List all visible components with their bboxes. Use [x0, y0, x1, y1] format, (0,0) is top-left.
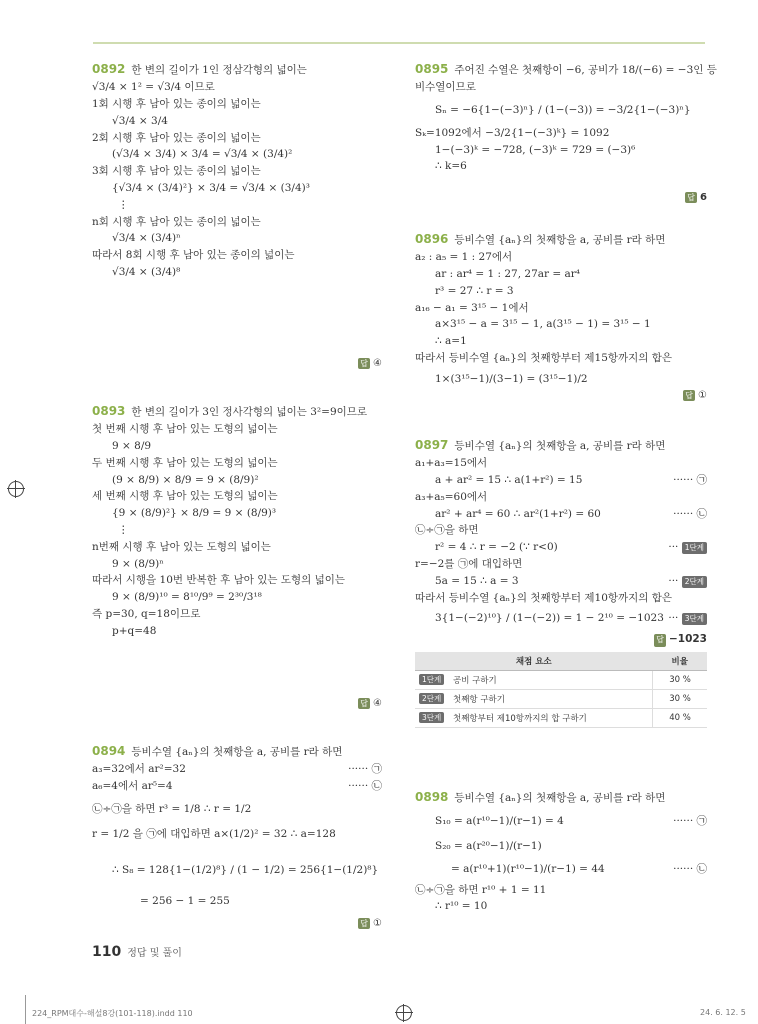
- problem-number: 0896: [415, 232, 449, 246]
- table-row: 1단계 공비 구하기 30 %: [415, 670, 707, 689]
- problem-number: 0895: [415, 62, 449, 76]
- problem-0892: 0892 한 변의 길이가 1인 정삼각형의 넓이는 √3/4 × 1² = √3/4 이므로 1회 시행 후 남아 있는 종이의 넓이는 √3/4 × 3/4 2회 시행 후 남아 있는 종이의 넓이는 (√3/4 × 3/4) × 3/4 = √3/4 × (3/4)² 3회 시행 후 남아 있는 종이의 넓이는 {√3/4 × (3/4)²} × 3/4 = √3/4 × (3/4)³ ⋮ n회 시행 후 남아 있는 종이의 넓이는 √3/4 × (3/4)ⁿ 따라서 8회 시행 후 남아 있는 종이의 넓이는 √3/4 × (3/4)⁸ 답 ④: [92, 62, 382, 369]
- step-badge: 2단계: [682, 576, 707, 588]
- footer-label: 정답 및 풀이: [127, 948, 182, 959]
- answer-badge: 답 ④: [360, 358, 382, 369]
- problem-0896: 0896 등비수열 {aₙ}의 첫째항을 a, 공비를 r라 하면 a₂ : a₅ = 1 : 27에서 ar : ar⁴ = 1 : 27, 27ar = ar⁴ r³ = 27 ∴ r = 3 a₁₆ − a₁ = 3¹⁵ − 1에서 a×3¹⁵ − a = 3¹⁵ − 1, a(3¹⁵ − 1) = 3¹⁵ − 1 ∴ a=1 따라서 등비수열 {aₙ}의 첫째항부터 제15항까지의 합은 1×(3¹⁵−1)/(3−1) = (3¹⁵−1)/2 답 ①: [415, 232, 707, 401]
- problem-0895: 0895 주어진 수열은 첫째항이 −6, 공비가 18/(−6) = −3인 등 비수열이므로 Sₙ = −6{1−(−3)ⁿ} / (1−(−3)) = −3/2{1−(−3)ⁿ} Sₖ=1092에서 −3/2{1−(−3)ᵏ} = 1092 1−(−3)ᵏ = −728, (−3)ᵏ = 729 = (−3)⁶ ∴ k=6 답 6: [415, 62, 717, 203]
- answer-badge: 답 ①: [685, 390, 707, 401]
- answer-badge: 답 −1023: [656, 633, 707, 646]
- left-column: [92, 60, 382, 964]
- answer-badge: 답 ①: [360, 918, 382, 929]
- problem-number: 0893: [92, 404, 126, 418]
- grading-table: [415, 652, 707, 728]
- grading-header: 채점 요소: [415, 652, 653, 671]
- problem-number: 0894: [92, 744, 126, 758]
- right-column: [415, 60, 717, 970]
- step-badge: 1단계: [682, 542, 707, 554]
- step-badge: 3단계: [682, 613, 707, 625]
- registration-mark-icon: [396, 1005, 412, 1021]
- table-row: 3단계 첫째항부터 제10항까지의 합 구하기 40 %: [415, 708, 707, 727]
- problem-number: 0892: [92, 62, 126, 76]
- answer-badge: 답 6: [687, 192, 707, 203]
- answer-badge: 답 ④: [360, 698, 382, 709]
- problem-0898: 0898 등비수열 {aₙ}의 첫째항을 a, 공비를 r라 하면 S₁₀ = a(r¹⁰−1)/(r−1) = 4 ······ ㉠ S₂₀ = a(r²⁰−1)/(r−1) = a(r¹⁰+1)(r¹⁰−1)/(r−1) = 44 ······ ㉡ ㉡÷㉠을 하면 r¹⁰ + 1 = 11 ∴ r¹⁰ = 10: [415, 790, 707, 913]
- crop-line: [25, 995, 26, 1024]
- ratio-header: 비율: [653, 652, 708, 671]
- problem-number: 0898: [415, 790, 449, 804]
- problem-0897: 0897 등비수열 {aₙ}의 첫째항을 a, 공비를 r라 하면 a₁+a₃=15에서 a + ar² = 15 ∴ a(1+r²) = 15 ······ ㉠ a₃+a₅=60에서 ar² + ar⁴ = 60 ∴ ar²(1+r²) = 60 ······ ㉡ ㉡÷㉠을 하면 r² = 4 ∴ r = −2 (∵ r<0) ··· 1단계 r=−2를 ㉠에 대입하면 5a = 15 ∴ a = 3 ··· 2단계 따라서 등비수열 {aₙ}의 첫째항부터 제10항까지의 합은 3{1−(−2)¹⁰} / (1−(−2)) = 1 − 2¹⁰ = −1023 ··· 3단계 답 −1023 채점 요소 비율 1단계 공비 구하기 30 % 2단계 첫째항 구하기 30 % 3단계 첫째항부터 제10항까지의 합 구하기 40 %: [415, 436, 707, 766]
- top-rule: [93, 42, 705, 44]
- table-row: 2단계 첫째항 구하기 30 %: [415, 689, 707, 708]
- registration-mark-icon: [8, 481, 24, 497]
- print-file-info: 224_RPM대수-해설8강(101-118).indd 110: [32, 1009, 193, 1018]
- print-date: 24. 6. 12. 5: [700, 1008, 746, 1017]
- problem-0893: 0893 한 변의 길이가 3인 정사각형의 넓이는 3²=9이므로 첫 번째 시행 후 남아 있는 도형의 넓이는 9 × 8/9 두 번째 시행 후 남아 있는 도형의 넓이는 (9 × 8/9) × 8/9 = 9 × (8/9)² 세 번째 시행 후 남아 있는 도형의 넓이는 {9 × (8/9)²} × 8/9 = 9 × (8/9)³ ⋮ n번째 시행 후 남아 있는 도형의 넓이는 9 × (8/9)ⁿ 따라서 시행을 10번 반복한 후 남아 있는 도형의 넓이는 9 × (8/9)¹⁰ = 8¹⁰/9⁹ = 2³⁰/3¹⁸ 즉 p=30, q=18이므로 p+q=48 답 ④: [92, 404, 382, 709]
- page-number: 110: [92, 944, 122, 960]
- problem-number: 0897: [415, 438, 449, 452]
- page-footer: [92, 944, 182, 960]
- problem-0894: 0894 등비수열 {aₙ}의 첫째항을 a, 공비를 r라 하면 a₃=32에서 ar²=32 ······ ㉠ a₆=4에서 ar⁵=4 ······ ㉡ ㉡÷㉠을 하면 r³ = 1/8 ∴ r = 1/2 r = 1/2 을 ㉠에 대입하면 a×(1/2)² = 32 ∴ a=128 ∴ S₈ = 128{1−(1/2)⁸} / (1 − 1/2) = 256{1−(1/2)⁸} = 256 − 1 = 255 답 ①: [92, 744, 382, 929]
